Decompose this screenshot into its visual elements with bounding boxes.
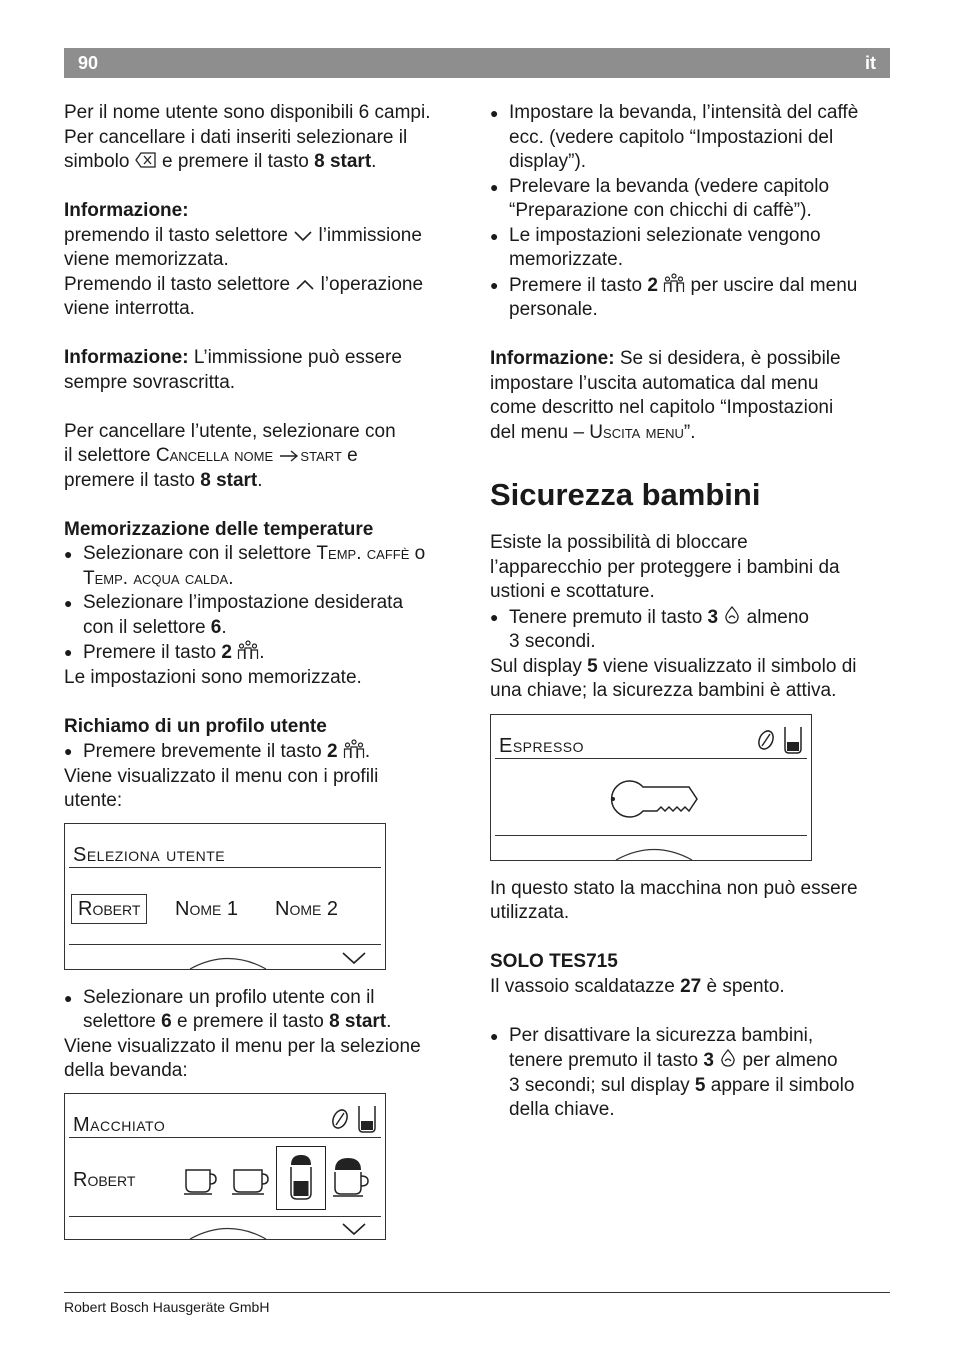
steam-drop-icon: [723, 605, 741, 625]
page-number: 90: [78, 53, 99, 73]
selected-drink-frame[interactable]: [276, 1146, 326, 1210]
user-profiles-icon: [237, 640, 259, 660]
list-item: ● Impostare la bevanda, l’intensità del caffè ecc. (vedere capitolo “Impostazioni del display”).: [490, 101, 890, 175]
cup-icon: [783, 725, 803, 755]
profile-menu-text: Viene visualizzato il menu con i profili utente:: [64, 765, 379, 811]
profile-section: Richiamo di un profilo utente: [64, 715, 327, 737]
cup-icon[interactable]: [231, 1164, 271, 1196]
display-title: Macchiato: [73, 1113, 166, 1136]
footer-company: Robert Bosch Hausgeräte GmbH: [64, 1299, 270, 1315]
info-paragraph-1: Informazione: premendo il tasto selettore l’immissione viene memorizzata. Premendo il tasto selettore l’operazione viene interrotta.: [64, 200, 424, 319]
user-name: Robert: [73, 1168, 136, 1191]
list-item: ● Selezionare con il selettore Temp. caffè o Temp. acqua calda.: [64, 542, 469, 591]
delete-key-icon: [135, 152, 157, 169]
user-option-robert[interactable]: Robert: [71, 894, 147, 924]
milk-cup-icon: [287, 1151, 315, 1203]
coffee-bean-icon: [331, 1108, 349, 1130]
temperature-section: Memorizzazione delle temperature: [64, 518, 374, 540]
list-item: ● Selezionare l’impostazione desiderata con il selettore 6.: [64, 591, 469, 640]
display-arc: [189, 954, 267, 970]
right-column: [490, 101, 890, 1123]
list-item: ● Prelevare la bevanda (vedere capitolo “Preparazione con chicchi di caffè”).: [490, 175, 890, 224]
display-title: Espresso: [499, 734, 585, 757]
tes715-section: SOLO TES715 Il vassoio scaldatazze 27 è spento.: [490, 951, 785, 997]
user-profiles-icon: [663, 273, 685, 293]
page-header: [64, 48, 890, 78]
list-item: ● Per disattivare la sicurezza bambini, tenere premuto il tasto 3 per almeno 3 secondi; sul display 5 appare il simbolo della chiave.: [490, 1024, 890, 1123]
footer-divider: [64, 1292, 890, 1293]
milk-cup-icon[interactable]: [331, 1152, 371, 1198]
list-item: ● Tenere premuto il tasto 3 almeno 3 secondi.: [490, 605, 890, 655]
user-option-nome-2[interactable]: Nome 2: [275, 897, 339, 920]
key-icon: [601, 777, 701, 821]
cup-icon[interactable]: [183, 1164, 219, 1196]
delete-user-paragraph: Per cancellare l’utente, selezionare con il selettore Cancella nome start e premere il tasto 8 start.: [64, 420, 396, 491]
chevron-down-icon[interactable]: [341, 951, 367, 965]
drink-menu-text: Viene visualizzato il menu per la selezione della bevanda:: [64, 1035, 421, 1081]
chevron-up-icon: [295, 278, 315, 292]
list-item: ● Selezionare un profilo utente con il selettore 6 e premere il tasto 8 start.: [64, 986, 469, 1035]
section-heading: Sicurezza bambini: [490, 477, 761, 512]
display-key-text: Sul display 5 viene visualizzato il simbolo di una chiave; la sicurezza bambini è attiva.: [490, 655, 857, 701]
left-column: [64, 101, 469, 1240]
machine-locked-text: In questo stato la macchina non può essere utilizzata.: [490, 877, 858, 923]
steam-drop-icon: [719, 1048, 737, 1068]
user-option-nome-1[interactable]: Nome 1: [175, 897, 239, 920]
display-child-lock: [490, 714, 812, 861]
display-arc: [615, 845, 693, 861]
info-paragraph-2: Informazione: L’immissione può essere sempre sovrascritta.: [64, 347, 402, 393]
child-lock-intro: Esiste la possibilità di bloccare l’apparecchio per proteggere i bambini da ustioni e scottature.: [490, 532, 840, 602]
list-item: ● Premere il tasto 2 per uscire dal menu personale.: [490, 273, 890, 323]
display-arc: [189, 1224, 267, 1240]
chevron-down-icon[interactable]: [341, 1222, 367, 1236]
user-profiles-icon: [343, 739, 365, 759]
list-item: ● Le impostazioni selezionate vengono memorizzate.: [490, 224, 890, 273]
info-paragraph-3: Informazione: Se si desidera, è possibile impostare l’uscita automatica dal menu come descritto nel capitolo “Impostazioni del menu – Uscita menu”.: [490, 348, 841, 443]
chevron-down-icon: [293, 229, 313, 243]
display-title: Seleziona utente: [73, 843, 226, 866]
memorized-text: Le impostazioni sono memorizzate.: [64, 666, 362, 688]
list-item: ● Premere il tasto 2 .: [64, 640, 469, 666]
display-select-user: [64, 823, 386, 970]
cup-icon: [357, 1104, 377, 1134]
display-drink-selection: [64, 1093, 386, 1240]
language-code: it: [865, 53, 876, 73]
coffee-bean-icon: [757, 729, 775, 751]
username-paragraph: Per il nome utente sono disponibili 6 campi. Per cancellare i dati inseriti selezionare il simbolo e premere il tasto 8 start.: [64, 102, 431, 172]
list-item: ● Premere brevemente il tasto 2 .: [64, 739, 469, 765]
arrow-right-icon: [278, 449, 300, 463]
